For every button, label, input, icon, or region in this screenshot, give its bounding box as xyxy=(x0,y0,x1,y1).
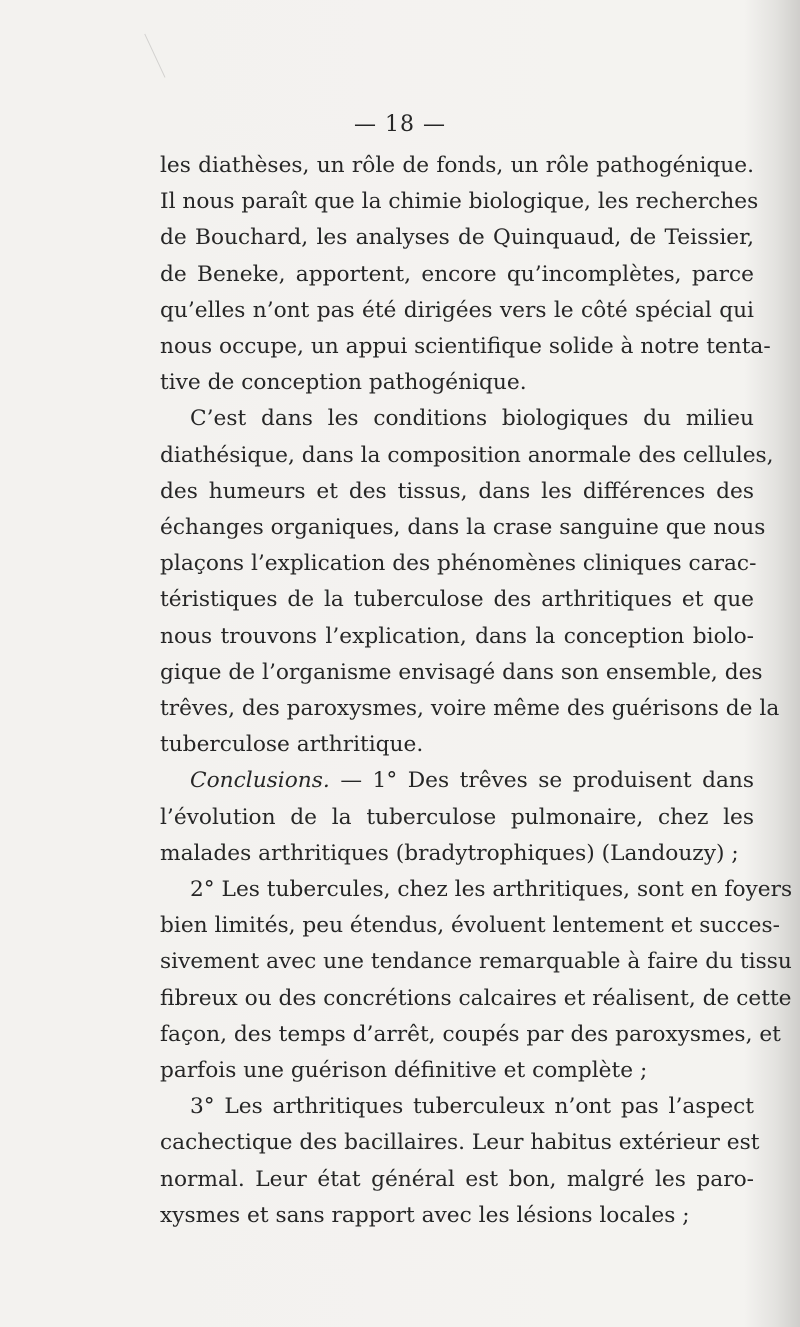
text-line: l’évolution de la tuberculose pulmonaire, chez les xyxy=(160,804,754,830)
text-line: sivement avec une tendance remarquable à faire du tissu xyxy=(160,949,792,975)
pencil-mark xyxy=(144,30,172,77)
conclusions-label: Conclusions. xyxy=(190,768,330,794)
text-line: tive de conception pathogénique. xyxy=(160,370,527,396)
text-line: parfois une guérison définitive et complète ; xyxy=(160,1058,648,1084)
text-line: nous occupe, un appui scientifique solide à notre tenta- xyxy=(160,334,771,360)
text-line: des humeurs et des tissus, dans les différences des xyxy=(160,478,754,504)
text-line: échanges organiques, dans la crase sanguine que nous xyxy=(160,515,766,541)
body-text xyxy=(160,148,793,1234)
text-line: façon, des temps d’arrêt, coupés par des paroxysmes, et xyxy=(160,1021,781,1047)
text-line: plaçons l’explication des phénomènes cliniques carac- xyxy=(160,551,757,577)
text-line: Il nous paraît que la chimie biologique, les recherches xyxy=(160,189,759,215)
text-line: fibreux ou des concrétions calcaires et réalisent, de cette xyxy=(160,985,792,1011)
conclusion-1-text: — 1° Des trêves se produisent dans xyxy=(329,768,754,794)
text-line: xysmes et sans rapport avec les lésions locales ; xyxy=(160,1202,690,1228)
text-line: téristiques de la tuberculose des arthritiques et que xyxy=(160,587,754,613)
text-line: 3° Les arthritiques tuberculeux n’ont pas l’aspect xyxy=(190,1094,754,1120)
text-line: les diathèses, un rôle de fonds, un rôle pathogénique. xyxy=(160,153,754,178)
text-line: C’est dans les conditions biologiques du milieu xyxy=(190,406,754,432)
text-line: bien limités, peu étendus, évoluent lentement et succes- xyxy=(160,913,780,939)
text-line: malades arthritiques (bradytrophiques) (Landouzy) ; xyxy=(160,840,739,866)
text-line: trêves, des paroxysmes, voire même des guérisons de la xyxy=(160,696,780,722)
paragraph-2 xyxy=(160,401,780,763)
text-line xyxy=(160,763,754,799)
text-line: cachectique des bacillaires. Leur habitus extérieur est xyxy=(160,1130,760,1156)
text-line: normal. Leur état général est bon, malgré les paro- xyxy=(160,1166,754,1192)
text-line: qu’elles n’ont pas été dirigées vers le côté spécial qui xyxy=(160,297,754,323)
paragraph-conclusion-2 xyxy=(160,872,793,1089)
text-line: 2° Les tubercules, chez les arthritiques, sont en foyers xyxy=(190,877,793,903)
page-number: — 18 — xyxy=(354,112,446,137)
text-line: nous trouvons l’explication, dans la conception biolo- xyxy=(160,623,754,649)
paragraph-conclusions xyxy=(160,763,754,872)
text-line: de Beneke, apportent, encore qu’incomplètes, parce xyxy=(160,261,754,287)
text-line: de Bouchard, les analyses de Quinquaud, de Teissier, xyxy=(160,225,754,251)
paragraph-conclusion-3 xyxy=(160,1089,760,1234)
text-line: diathésique, dans la composition anormale des cellules, xyxy=(160,442,774,468)
text-line: gique de l’organisme envisagé dans son ensemble, des xyxy=(160,659,763,685)
text-line: tuberculose arthritique. xyxy=(160,732,424,758)
paragraph-1 xyxy=(160,148,771,401)
